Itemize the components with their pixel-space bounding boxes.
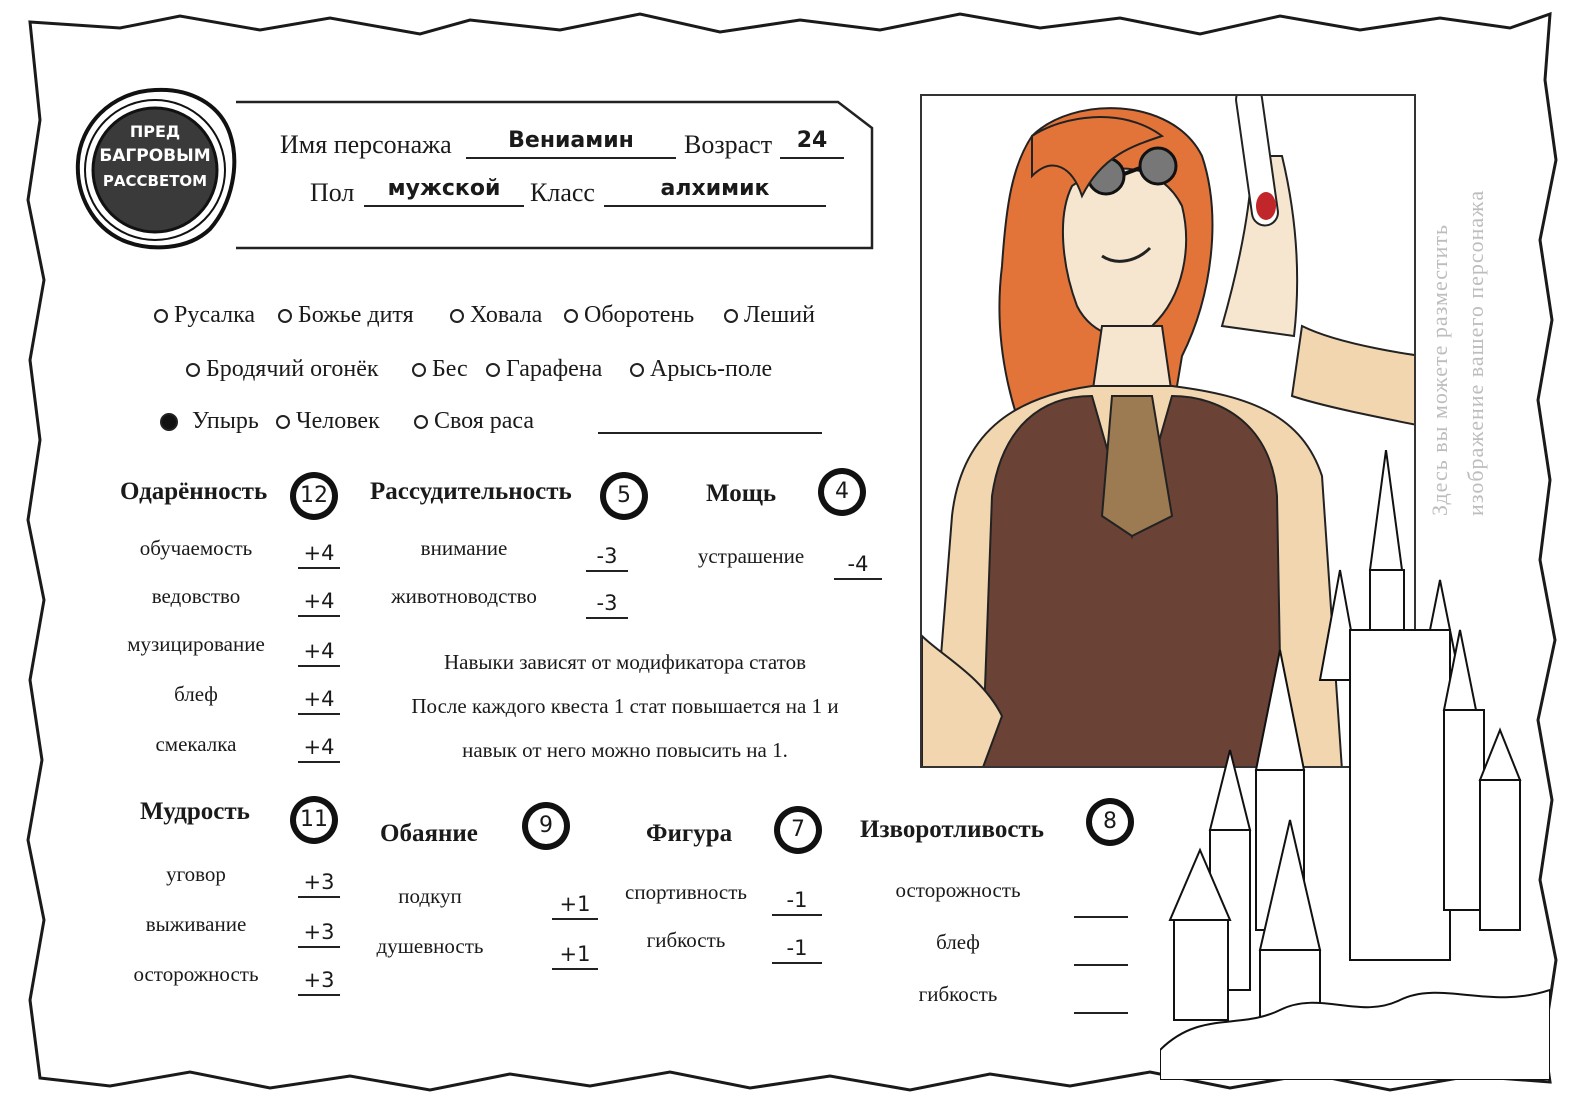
skill-name: душевность <box>376 934 484 958</box>
logo-text-bot: РАССВЕТОМ <box>102 172 208 190</box>
race-label: Своя раса <box>434 408 535 434</box>
skill-mod-field[interactable]: +1 <box>552 942 598 970</box>
skill-mod-field[interactable]: +3 <box>298 968 340 996</box>
logo-text-top: ПРЕД <box>129 122 181 141</box>
skill-name: подкуп <box>398 884 462 908</box>
skill-mod-field[interactable]: -3 <box>586 544 628 572</box>
skill-name: устрашение <box>697 544 805 568</box>
stat-badge-izvorotlivost[interactable] <box>1084 796 1136 848</box>
class-label: Класс <box>530 178 595 207</box>
skill-mod-field[interactable]: +3 <box>298 920 340 948</box>
radio-icon <box>486 363 500 377</box>
race-label: Арысь-поле <box>650 356 773 382</box>
stat-title-odarennost: Одарённость <box>120 478 268 505</box>
race-option-upyr[interactable] <box>160 408 259 435</box>
race-label: Человек <box>296 408 380 434</box>
race-option-hovala[interactable] <box>450 302 542 329</box>
note-line-1: Навыки зависят от модификатора статов <box>444 650 806 674</box>
name-underline <box>466 157 676 159</box>
skill-mod-field[interactable]: +4 <box>298 541 340 569</box>
logo-seal <box>70 84 240 254</box>
radio-icon <box>154 309 168 323</box>
gender-label: Пол <box>310 178 355 207</box>
race-label: Оборотень <box>584 302 695 328</box>
race-option-arys-pole[interactable] <box>630 356 772 383</box>
stat-value: 11 <box>300 807 328 832</box>
radio-icon <box>724 309 738 323</box>
radio-icon <box>186 363 200 377</box>
skill-name: осторожность <box>133 962 259 986</box>
stat-title-obayanie: Обаяние <box>380 820 478 847</box>
race-label: Упырь <box>192 408 259 434</box>
portrait-caption-line-2: изображение вашего персонажа <box>1463 189 1488 516</box>
stat-title-moshch: Мощь <box>706 480 777 507</box>
skill-name: гибкость <box>646 928 726 952</box>
custom-race-field[interactable] <box>598 432 822 434</box>
stat-value: 4 <box>835 479 849 504</box>
skill-name: спортивность <box>625 880 747 904</box>
stat-value: 9 <box>539 813 553 838</box>
age-field[interactable]: 24 <box>796 128 828 153</box>
race-label: Бродячий огонёк <box>206 356 379 382</box>
skill-mod-field[interactable]: -3 <box>586 591 628 619</box>
skill-mod-field[interactable]: -1 <box>772 936 822 964</box>
stat-title-izvorotlivost: Изворотливость <box>860 816 1044 843</box>
race-label: Ховала <box>470 302 543 328</box>
race-option-garafena[interactable] <box>486 356 602 383</box>
stat-title-mudrost: Мудрость <box>140 798 250 825</box>
stat-badge-figura[interactable] <box>772 804 824 856</box>
skill-name: выживание <box>145 912 247 936</box>
race-label: Леший <box>744 302 815 328</box>
race-option-oboroten[interactable] <box>564 302 694 329</box>
radio-selected-icon <box>160 413 178 431</box>
radio-icon <box>278 309 292 323</box>
skill-mod-field[interactable]: +4 <box>298 639 340 667</box>
stat-badge-odarennost[interactable] <box>288 470 340 522</box>
stat-badge-rassuditelnost[interactable] <box>598 470 650 522</box>
race-option-brodyachiy-ogonyok[interactable] <box>186 356 379 383</box>
skill-mod-field[interactable]: +4 <box>298 735 340 763</box>
skill-name: осторожность <box>895 878 1021 902</box>
race-label: Гарафена <box>506 356 603 382</box>
skill-name: уговор <box>166 862 226 886</box>
portrait-caption-line-1: Здесь вы можете разместить <box>1427 223 1452 516</box>
radio-icon <box>450 309 464 323</box>
radio-icon <box>630 363 644 377</box>
skill-name: обучаемость <box>139 536 253 560</box>
race-label: Бес <box>432 356 468 382</box>
name-field[interactable]: Вениамин <box>508 128 634 153</box>
stat-value: 8 <box>1103 809 1117 834</box>
race-option-svoya-rasa[interactable] <box>414 408 534 435</box>
race-option-bes[interactable] <box>412 356 468 383</box>
logo-text-mid: БАГРОВЫМ <box>99 146 211 166</box>
gender-underline <box>364 205 524 207</box>
stat-title-figura: Фигура <box>646 820 733 847</box>
stat-badge-moshch[interactable] <box>816 466 868 518</box>
skill-mod-field[interactable]: +3 <box>298 870 340 898</box>
class-underline <box>604 205 826 207</box>
skill-mod-field[interactable]: -4 <box>834 552 882 580</box>
stat-value: 5 <box>617 483 631 508</box>
skill-name: гибкость <box>918 982 998 1006</box>
race-label: Русалка <box>174 302 256 328</box>
skill-name: смекалка <box>155 732 237 756</box>
skill-name: блеф <box>936 930 980 954</box>
name-label: Имя персонажа <box>280 130 452 159</box>
radio-icon <box>412 363 426 377</box>
age-label: Возраст <box>684 130 773 159</box>
gender-field[interactable]: мужской <box>387 176 501 201</box>
skill-mod-field[interactable]: +1 <box>552 892 598 920</box>
stat-value: 7 <box>791 817 805 842</box>
race-option-chelovek[interactable] <box>276 408 380 435</box>
age-underline <box>780 157 844 159</box>
race-label: Божье дитя <box>298 302 414 328</box>
radio-icon <box>414 415 428 429</box>
race-option-leshiy[interactable] <box>724 302 815 329</box>
skill-mod-field[interactable]: +4 <box>298 687 340 715</box>
class-field[interactable]: алхимик <box>660 176 770 201</box>
race-option-bozhe-ditya[interactable] <box>278 302 414 329</box>
skill-mod-field[interactable]: +4 <box>298 589 340 617</box>
stat-badge-mudrost[interactable] <box>288 794 340 846</box>
skill-mod-field[interactable] <box>1074 940 1128 966</box>
race-option-rusalka[interactable] <box>154 302 255 329</box>
skill-mod-field[interactable] <box>1074 988 1128 1014</box>
skill-mod-field[interactable]: -1 <box>772 888 822 916</box>
skill-mod-field[interactable] <box>1074 892 1128 918</box>
note-line-2: После каждого квеста 1 стат повышается на 1 и <box>411 694 839 718</box>
note-line-3: навык от него можно повысить на 1. <box>462 738 788 762</box>
skill-name: музицирование <box>127 632 265 656</box>
stat-title-rassuditelnost: Рассудительность <box>370 478 572 505</box>
radio-icon <box>564 309 578 323</box>
radio-icon <box>276 415 290 429</box>
stat-badge-obayanie[interactable] <box>520 800 572 852</box>
stat-value: 12 <box>300 483 328 508</box>
skill-name: ведовство <box>151 584 241 608</box>
skill-name: внимание <box>420 536 508 560</box>
skill-name: животноводство <box>391 584 537 608</box>
castle-illustration <box>1160 450 1550 1080</box>
skill-name: блеф <box>174 682 218 706</box>
